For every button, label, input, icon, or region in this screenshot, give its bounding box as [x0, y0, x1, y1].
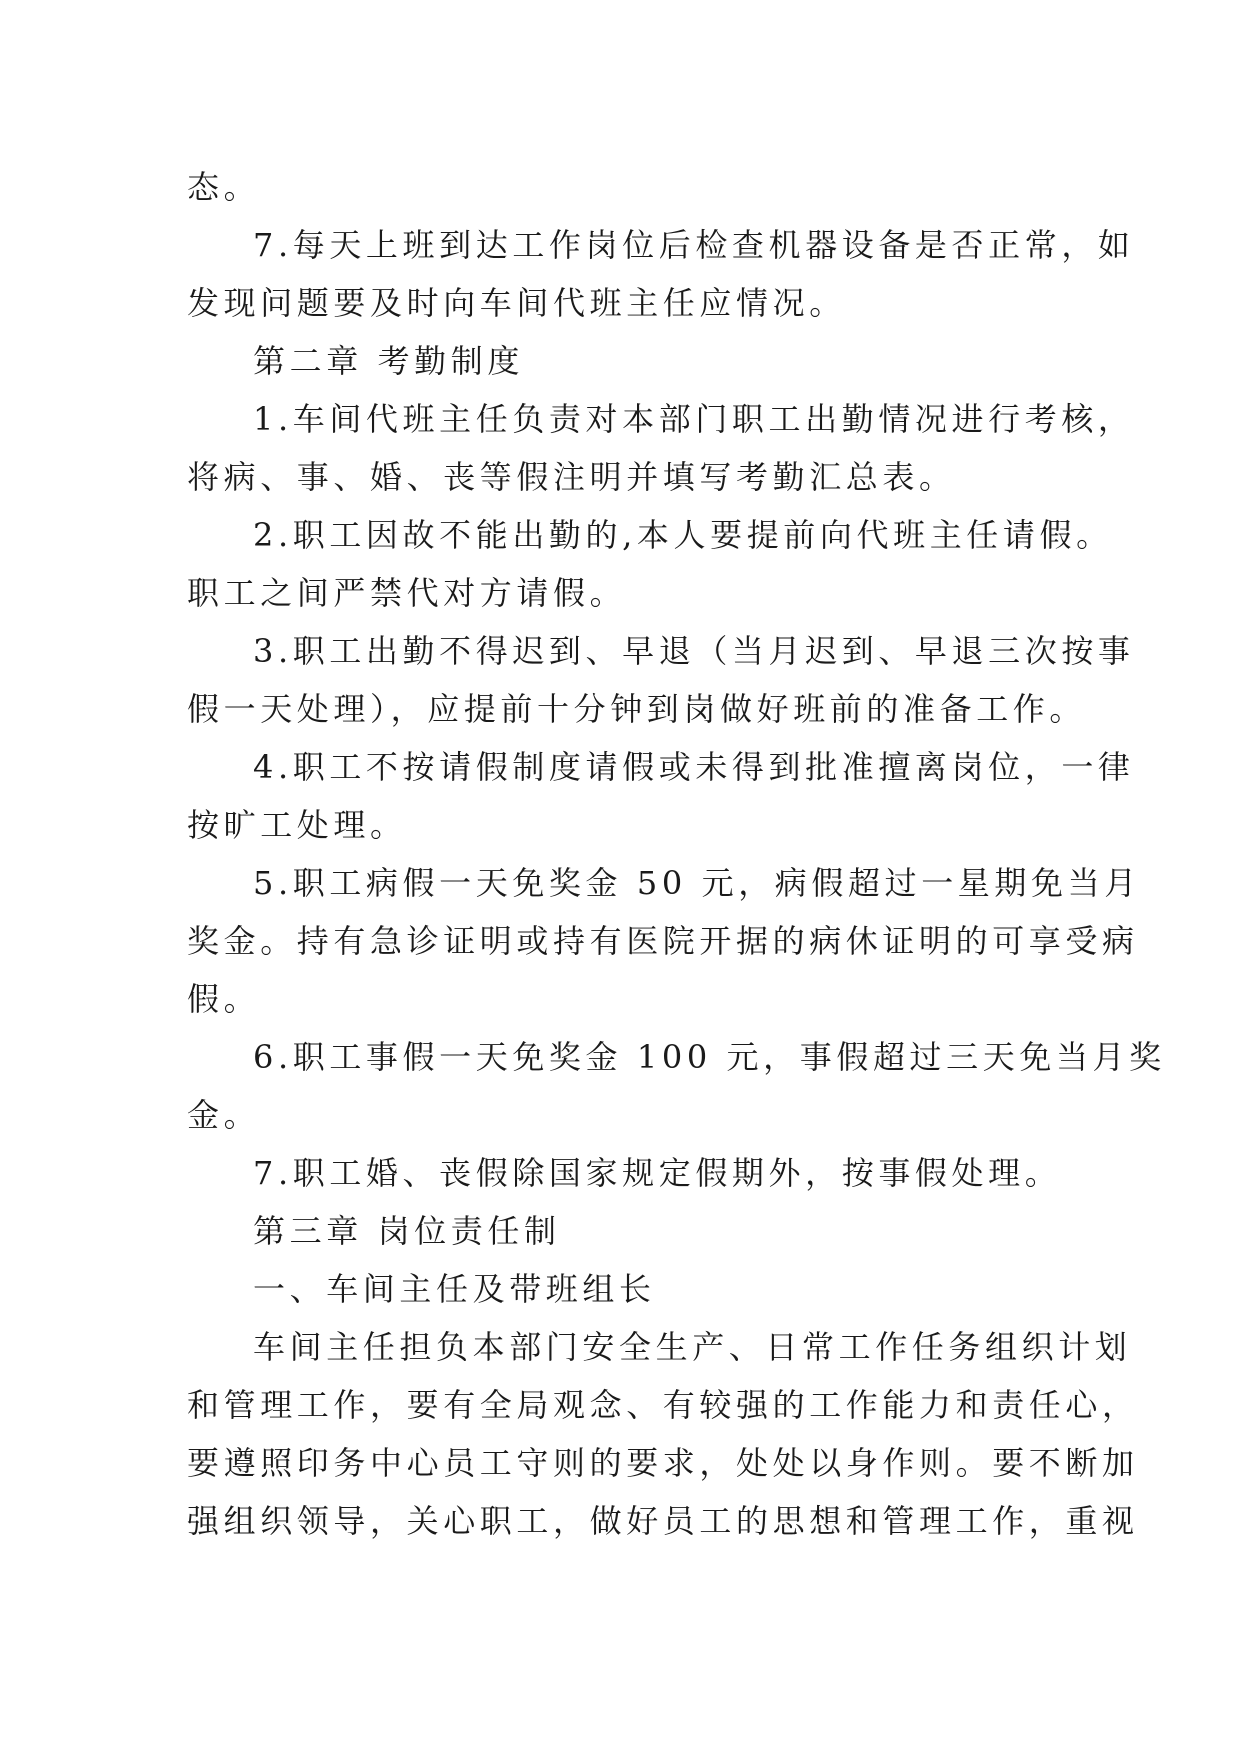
text-line: 和管理工作，要有全局观念、有较强的工作能力和责任心， — [187, 1386, 1139, 1424]
text-line: 3.职工出勤不得迟到、早退（当月迟到、早退三次按事 — [253, 632, 1135, 670]
text-line: 6.职工事假一天免奖金 100 元，事假超过三天免当月奖 — [253, 1038, 1166, 1076]
text-line: 奖金。持有急诊证明或持有医院开据的病休证明的可享受病 — [187, 922, 1139, 960]
text-line: 4.职工不按请假制度请假或未得到批准擅离岗位，一律 — [253, 748, 1135, 786]
text-line: 假。 — [187, 980, 261, 1018]
text-line: 1.车间代班主任负责对本部门职工出勤情况进行考核， — [253, 400, 1135, 438]
text-line: 7.每天上班到达工作岗位后检查机器设备是否正常，如 — [253, 226, 1135, 264]
chapter-heading: 第二章 考勤制度 — [253, 342, 524, 380]
text-line: 金。 — [187, 1096, 261, 1134]
text-line: 假一天处理），应提前十分钟到岗做好班前的准备工作。 — [187, 690, 1087, 728]
text-line: 要遵照印务中心员工守则的要求，处处以身作则。要不断加 — [187, 1444, 1139, 1482]
section-heading: 一、车间主任及带班组长 — [253, 1270, 656, 1308]
text-line: 发现问题要及时向车间代班主任应情况。 — [187, 284, 846, 322]
text-line: 强组织领导，关心职工，做好员工的思想和管理工作，重视 — [187, 1502, 1139, 1540]
text-line: 职工之间严禁代对方请假。 — [187, 574, 627, 612]
chapter-heading: 第三章 岗位责任制 — [253, 1212, 561, 1250]
text-line: 5.职工病假一天免奖金 50 元，病假超过一星期免当月 — [253, 864, 1141, 902]
text-line: 态。 — [187, 168, 261, 206]
text-line: 2.职工因故不能出勤的,本人要提前向代班主任请假。 — [253, 516, 1113, 554]
text-line: 车间主任担负本部门安全生产、日常工作任务组织计划 — [253, 1328, 1132, 1366]
text-line: 按旷工处理。 — [187, 806, 407, 844]
text-line: 将病、事、婚、丧等假注明并填写考勤汇总表。 — [187, 458, 956, 496]
text-line: 7.职工婚、丧假除国家规定假期外，按事假处理。 — [253, 1154, 1062, 1192]
document-body — [187, 158, 1166, 1550]
